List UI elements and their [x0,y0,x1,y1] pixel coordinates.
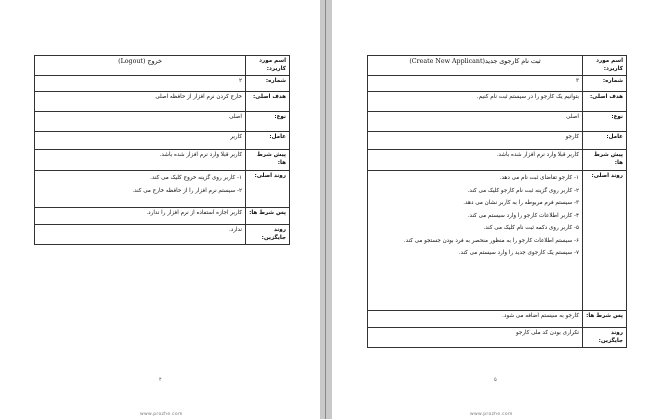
preconditions-label: پیش شرط ها: [583,150,627,171]
row-actor [35,132,290,150]
row-main-flow [368,171,627,311]
actor-label: عامل: [246,132,290,150]
goal-value: خارج کردن نرم افزار از حافظه اصلی [35,92,246,112]
postconditions-label: پس شرط ها: [246,208,290,225]
use-case-name-label: اسم مورد کاربرد: [246,56,290,76]
preconditions-value: کاربر قبلا وارد نرم افزار شده باشد. [35,150,246,171]
type-label: نوع: [246,112,290,132]
use-case-title: ثبت نام کارجوی جدید(Create New Applicant) [409,58,541,65]
alt-flow-label: روند جایگزین: [583,328,627,348]
row-use-case-name [368,56,627,76]
footer-left: www.prozhe.com [140,412,183,417]
postconditions-value: کارجو به سیستم اضافه می شود. [368,311,583,328]
row-main-flow [35,171,290,208]
row-type [368,112,627,132]
main-flow-label: روند اصلی: [583,171,627,311]
main-flow-step: ۲- سیستم نرم افزار را از حافظه خارج می کند. [132,187,242,194]
type-label: نوع: [583,112,627,132]
row-alt-flow [35,225,290,245]
number-label: شماره: [246,76,290,92]
row-alt-flow [368,328,627,348]
row-actor [368,132,627,150]
main-flow-step: ۱- کاربر روی گزینه خروج کلیک می کند. [150,175,242,182]
main-flow-step: ۱- کارجو تقاضای ثبت نام می دهد. [499,175,579,182]
postconditions-label: پس شرط ها: [583,311,627,328]
row-number [35,76,290,92]
row-goal [35,92,290,112]
type-value: اصلی [35,112,246,132]
row-type [35,112,290,132]
number-value: ۲ [35,76,246,92]
alt-flow-label: روند جایگزین: [246,225,290,245]
use-case-name-value [368,56,583,76]
row-postconditions [368,311,627,328]
postconditions-value: کاربر اجازه استفاده از نرم افزار را ندارد. [35,208,246,225]
actor-label: عامل: [583,132,627,150]
main-flow-step: ۳- سیستم فرم مربوطه را به کاربر نشان می دهد. [463,200,579,207]
main-flow-steps [368,171,583,311]
main-flow-steps [35,171,246,208]
main-flow-step: ۲- کاربر روی گزینه ثبت نام کارجو کلیک می کند. [467,187,579,194]
footer-right: www.prozhe.com [470,412,513,417]
row-preconditions [368,150,627,171]
row-preconditions [35,150,290,171]
use-case-table-logout [34,55,290,245]
goal-value: بتوانیم یک کارجو را در سیستم ثبت نام کنیم. [368,92,583,112]
actor-value: کاربر [35,132,246,150]
type-value: اصلی [368,112,583,132]
alt-flow-value: ندارد. [35,225,246,245]
row-number [368,76,627,92]
number-value: ۳ [368,76,583,92]
row-postconditions [35,208,290,225]
use-case-table-create-applicant [367,55,627,348]
main-flow-label: روند اصلی: [246,171,290,208]
preconditions-value: کاربر قبلا وارد نرم افزار شده باشد. [368,150,583,171]
goal-label: هدف اصلی: [246,92,290,112]
use-case-name-value [35,56,246,76]
number-label: شماره: [583,76,627,92]
main-flow-step: ۴- کاربر اطلاعات کارجو را وارد سیستم می کند. [467,212,579,219]
row-goal [368,92,627,112]
alt-flow-value: تکراری بودن کد ملی کارجو [368,328,583,348]
goal-label: هدف اصلی: [583,92,627,112]
row-use-case-name [35,56,290,76]
main-flow-step: ۷- سیستم یک کارجوی جدید را وارد سیستم می کند. [458,250,579,257]
page-gutter [320,0,332,419]
actor-value: کارجو [368,132,583,150]
use-case-name-label: اسم مورد کاربرد: [583,56,627,76]
main-flow-step: ۶- سیستم اطلاعات کارجو را به منظور منحصر به فرد بودن جستجو می کند. [403,237,579,244]
page-number-left: ۴ [159,377,162,383]
page-number-right: ۵ [494,377,497,383]
main-flow-step: ۵- کاربر روی دکمه ثبت نام کلیک می کند. [483,225,579,232]
use-case-title: خروج (Logout) [118,58,162,65]
page-divider [325,0,326,419]
preconditions-label: پیش شرط ها: [246,150,290,171]
